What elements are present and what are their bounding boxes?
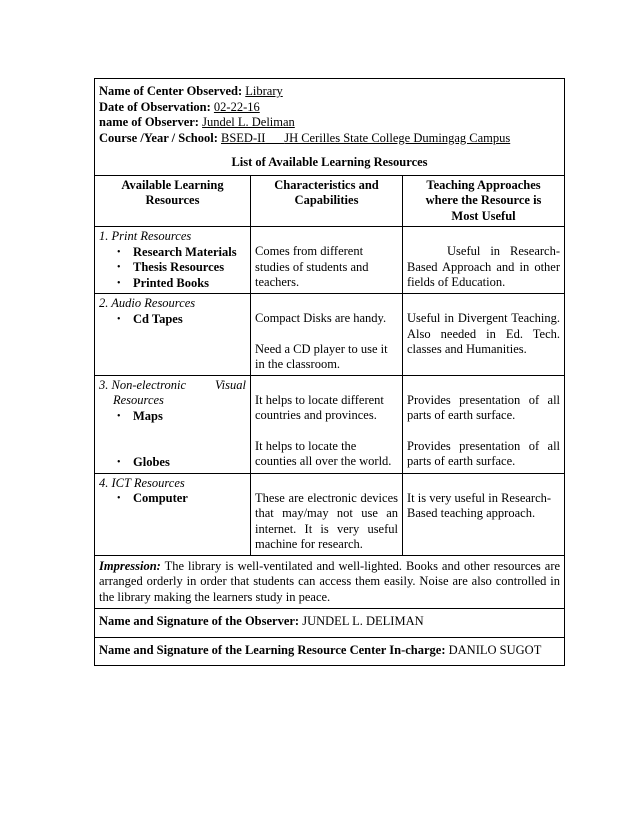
- column-header-approaches-line1: Teaching Approaches: [426, 177, 541, 192]
- incharge-signature-row: [95, 637, 565, 666]
- list-item: [117, 276, 246, 292]
- category-label-part2: Visual: [214, 377, 246, 392]
- list-item: [117, 245, 246, 261]
- resource-item: Maps: [133, 408, 163, 423]
- course-value: BSED-II: [221, 130, 266, 145]
- list-title: List of Available Learning Resources: [231, 155, 428, 169]
- bullet-icon: •: [117, 457, 121, 468]
- column-header-row: [95, 175, 565, 227]
- header-row: [95, 79, 565, 176]
- resource-item: Computer: [133, 491, 188, 505]
- observation-form: [94, 78, 564, 666]
- column-header-characteristics-line2: Capabilities: [294, 193, 359, 207]
- observer-label: name of Observer:: [99, 115, 199, 129]
- bullet-icon: •: [117, 410, 121, 422]
- impression-cell: [95, 555, 565, 609]
- category-label: [99, 378, 246, 394]
- category-label: 4. ICT Resources: [99, 475, 185, 490]
- table-row: [95, 227, 565, 294]
- observer-signature-row: [95, 609, 565, 638]
- column-header-approaches-line2: where the Resource is: [425, 193, 542, 207]
- table-row: [95, 375, 565, 473]
- category-label-part1: 3. Non-electronic: [99, 377, 187, 392]
- observation-table: [94, 78, 565, 666]
- column-header-resources-line1: Available Learning: [121, 177, 224, 192]
- approach-cell: [403, 227, 565, 294]
- impression-text: The library is well-ventilated and well-lighted. Books and other resources are arranged orderly in order that students can access them easily. Noise are also controlled in the library making the learners study in peace.: [99, 558, 561, 604]
- column-header-resources: [95, 175, 251, 227]
- category-label-part3: Resources: [113, 393, 164, 407]
- category-label: 1. Print Resources: [99, 229, 192, 243]
- approach-cell: [403, 473, 565, 555]
- column-header-characteristics: [251, 175, 403, 227]
- characteristics-cell: [251, 227, 403, 294]
- characteristics-text: Compact Disks are handy.: [255, 311, 387, 325]
- resource-item: Thesis Resources: [133, 260, 225, 274]
- approach-text: Provides presentation of all parts of earth surface.: [407, 438, 561, 468]
- list-item: [117, 312, 246, 328]
- resource-cell: [95, 473, 251, 555]
- characteristics-cell: [251, 473, 403, 555]
- center-observed-value: Library: [245, 84, 283, 98]
- impression-row: [95, 555, 565, 609]
- characteristics-text: Need a CD player to use it in the classroom.: [255, 341, 388, 371]
- approach-cell: [403, 375, 565, 473]
- resource-cell: [95, 375, 251, 473]
- header-cell: [95, 79, 565, 176]
- course-label: Course /Year / School:: [99, 130, 218, 145]
- bullet-icon: •: [117, 262, 121, 273]
- bullet-icon: •: [117, 277, 121, 289]
- resource-cell: [95, 294, 251, 376]
- list-item: [117, 491, 246, 507]
- impression-label: Impression:: [99, 558, 161, 573]
- incharge-signature-value: DANILO SUGOT: [448, 642, 542, 657]
- date-observation-label: Date of Observation:: [99, 99, 211, 114]
- characteristics-text: It helps to locate the counties all over the world.: [255, 438, 392, 468]
- resource-item: Research Materials: [133, 244, 237, 259]
- approach-cell: [403, 294, 565, 376]
- resource-item: Printed Books: [133, 275, 210, 290]
- school-value: JH Cerilles State College Dumingag Campus: [284, 130, 511, 145]
- observer-line: [99, 115, 560, 131]
- approach-text: Provides presentation of all parts of earth surface.: [407, 392, 561, 422]
- characteristics-text: Comes from different studies of students and teachers.: [255, 244, 369, 289]
- resource-item: Cd Tapes: [133, 311, 183, 326]
- list-item: [117, 260, 246, 276]
- characteristics-text: It helps to locate different countries and provinces.: [255, 392, 384, 422]
- characteristics-cell: [251, 294, 403, 376]
- approach-text: Useful in Research-Based Approach and in other fields of Education.: [407, 244, 561, 289]
- observer-signature-cell: [95, 609, 565, 638]
- center-observed-label: Name of Center Observed:: [99, 84, 243, 98]
- bullet-icon: •: [117, 313, 121, 325]
- observer-signature-label: Name and Signature of the Observer:: [99, 614, 300, 628]
- date-observation-value: 02-22-16: [213, 99, 260, 114]
- characteristics-cell: [251, 375, 403, 473]
- resource-cell: [95, 227, 251, 294]
- incharge-signature-label: Name and Signature of the Learning Resource Center In-charge:: [99, 642, 446, 657]
- incharge-signature-cell: [95, 637, 565, 666]
- column-header-approaches: [403, 175, 565, 227]
- center-observed-line: [99, 84, 560, 100]
- column-header-resources-line2: Resources: [145, 193, 200, 207]
- column-header-approaches-line3: Most Useful: [451, 208, 516, 223]
- resource-item: Globes: [133, 455, 170, 469]
- date-observation-line: [99, 100, 560, 116]
- approach-text: Useful in Divergent Teaching. Also needed in Ed. Tech. classes and Humanities.: [407, 311, 561, 356]
- table-row: [95, 294, 565, 376]
- table-row: [95, 473, 565, 555]
- bullet-icon: •: [117, 246, 121, 258]
- observer-signature-value: JUNDEL L. DELIMAN: [302, 614, 424, 628]
- observer-value: Jundel L. Deliman: [202, 115, 295, 129]
- characteristics-text: These are electronic devices that may/may not use an internet. It is very useful machine for research.: [255, 490, 398, 551]
- list-item: [117, 409, 246, 425]
- list-item: [117, 455, 246, 471]
- course-line: [99, 131, 560, 147]
- column-header-characteristics-line1: Characteristics and: [274, 177, 379, 192]
- category-label: 2. Audio Resources: [99, 296, 196, 310]
- bullet-icon: •: [117, 493, 121, 504]
- approach-text: It is very useful in Research-Based teaching approach.: [407, 490, 552, 520]
